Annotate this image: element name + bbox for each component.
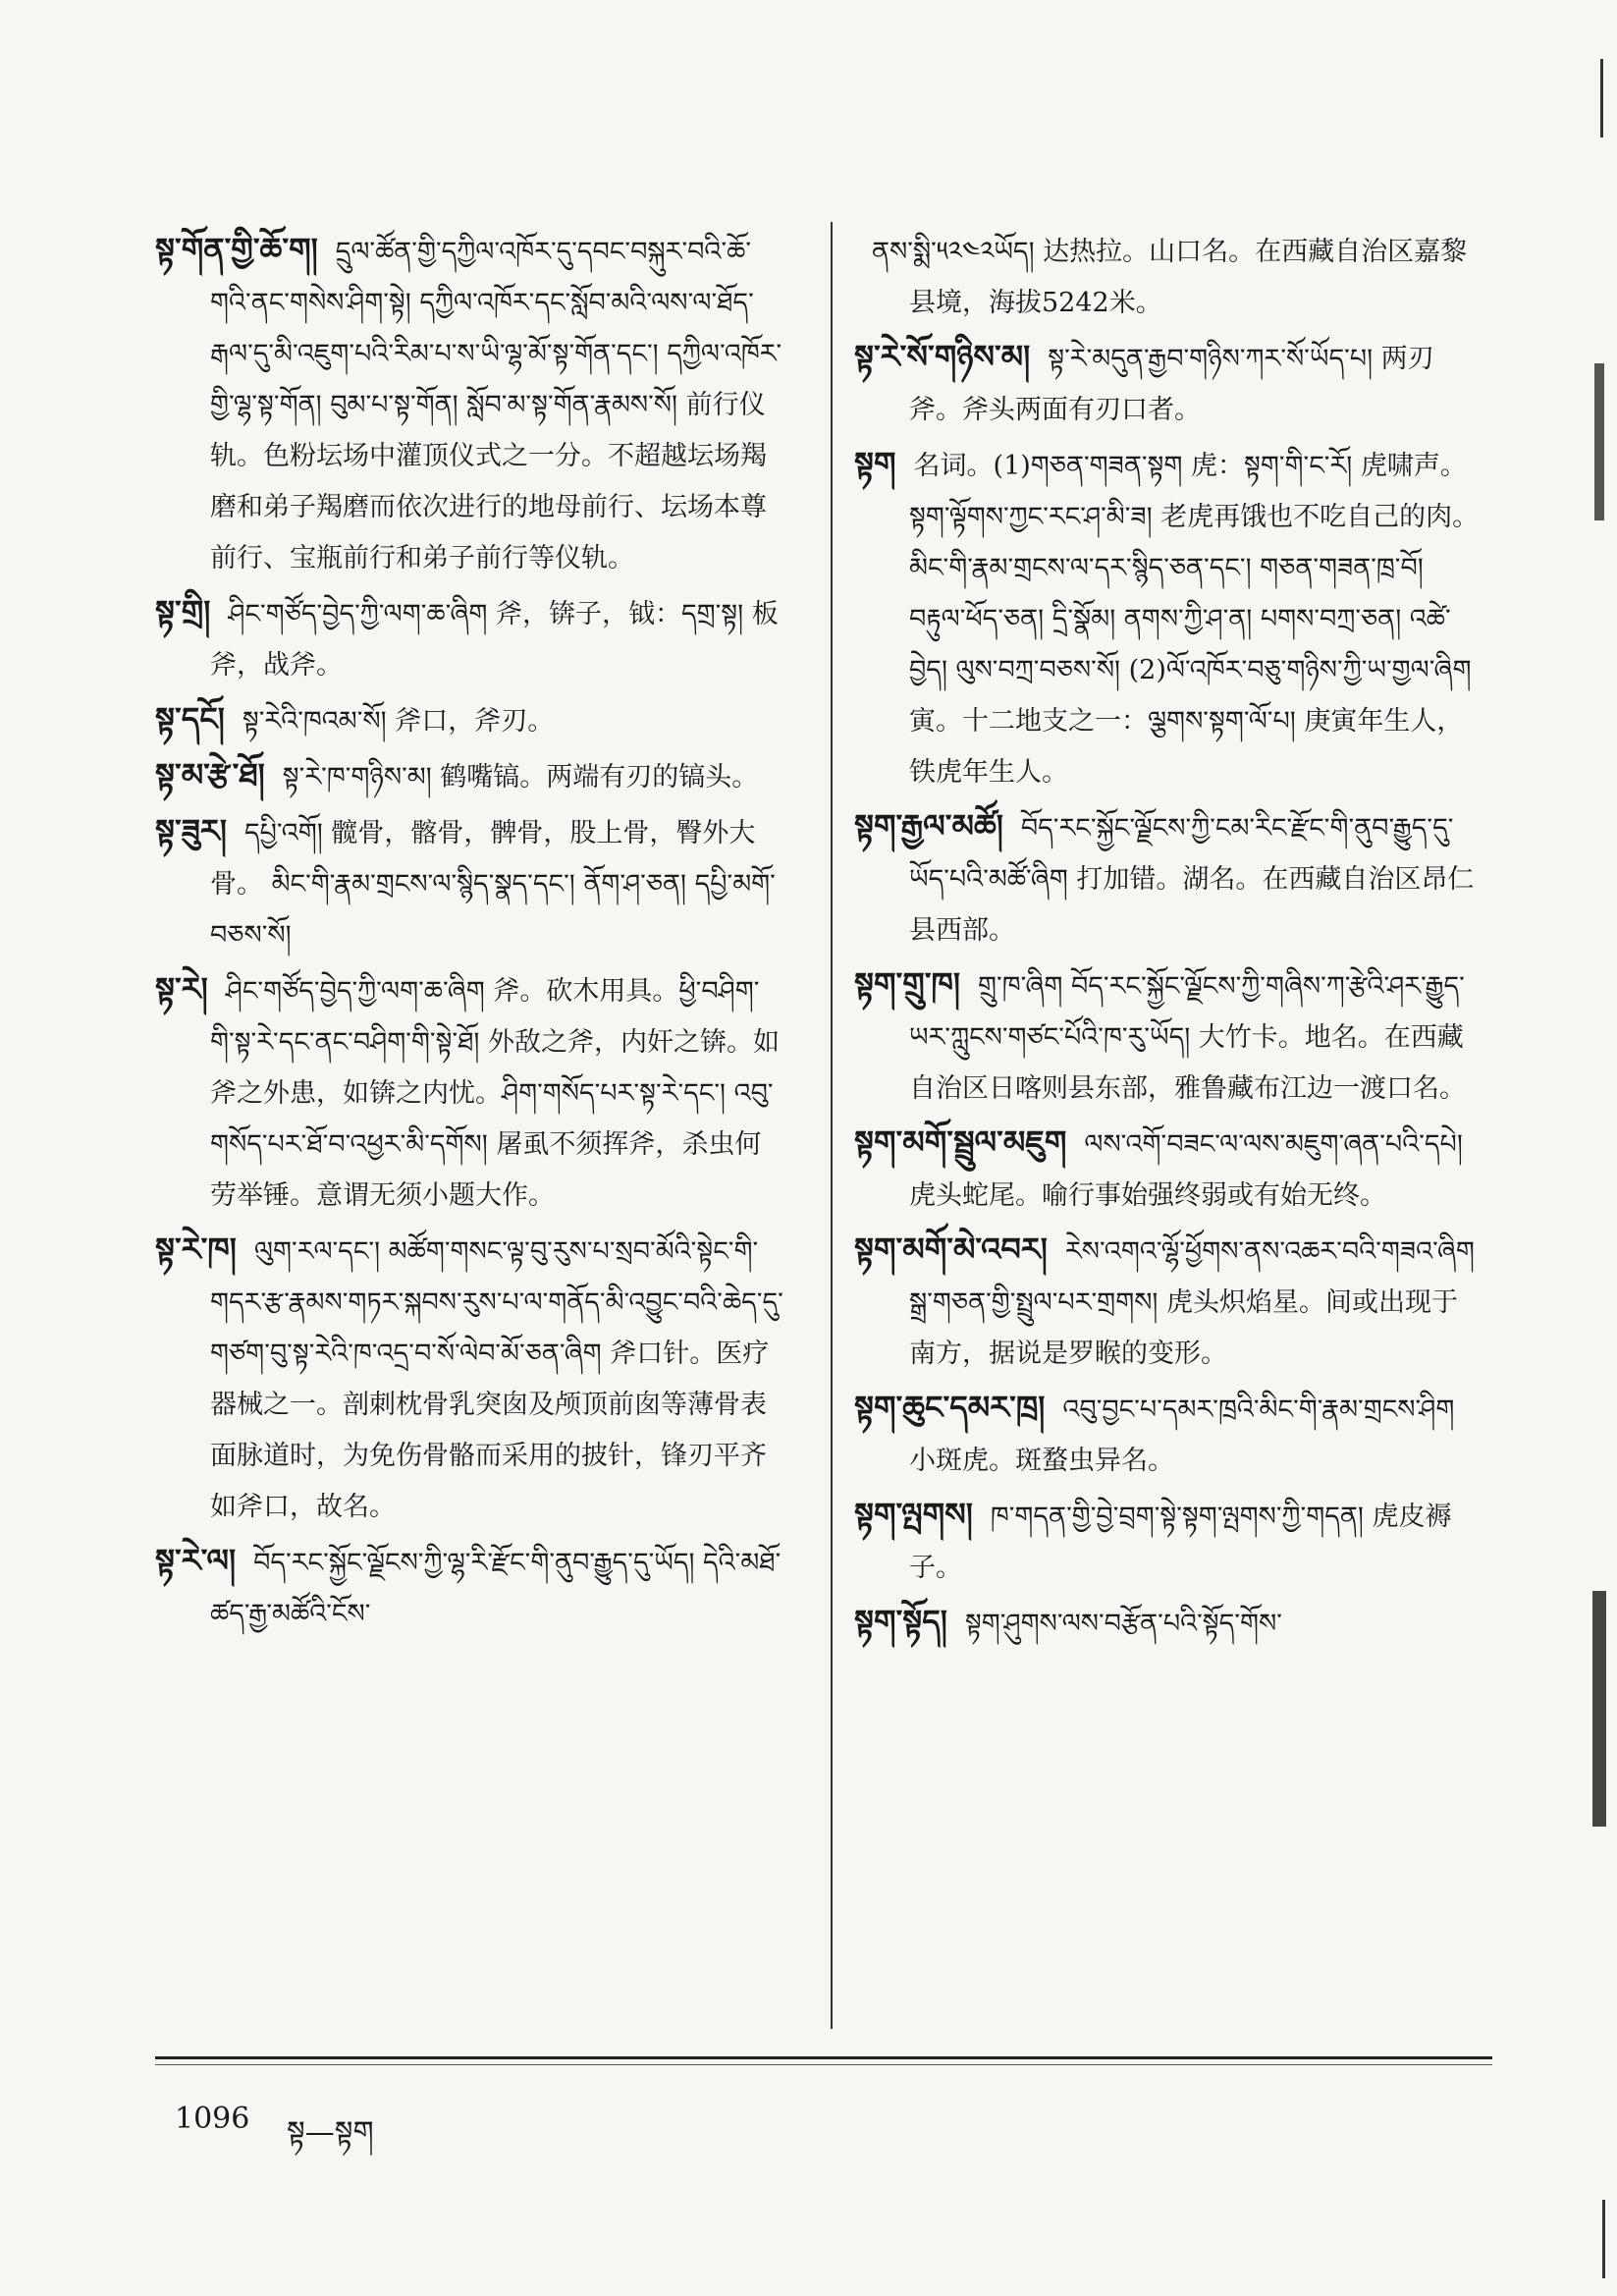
entry [854,1382,1482,1487]
headword: སྟ་དངོ། [155,700,225,738]
headword: སྟ་མ་རྩེ་ཐོ། [155,756,265,793]
entry [155,586,783,691]
headword: སྟ་རེ། [155,970,208,1008]
entry [854,1489,1482,1594]
footer-rule-thin [155,2064,1492,2065]
headword: སྟ་རེ་ཁ། [155,1230,237,1268]
definition: ལས་འགོ་བཟང་ལ་ལས་མཇུག་ཞན་པའི་དཔེ། 虎头蛇尾。喻行事始强终弱或有始无终。 [909,1129,1463,1211]
entry [155,805,783,961]
column-divider [831,222,833,2029]
definition: 名词。(1)གཅན་གཟན་སྟག 虎：སྟག་གི་ང་རོ། 虎啸声。སྟག་ལྟོགས་ཀྱང་རང་ཤ་མི་ཟ། 老虎再饿也不吃自己的肉。མིང་གི་རྣམ་གྲངས་ལ་དར་སྙིད་ཅན་དང་། གཅན་གཟན་ཁྲ་བོ། བརྟུལ་ཕོད་ཅན། དྲི་སྣོམ། ནགས་ཀྱི་ཤ་ན། པགས་བཀྲ་ཅན། འཚེ་བྱེད། ལུས་བཀྲ་བཅས་སོ། (2)ལོ་འཁོར་བཅུ་གཉིས་ཀྱི་ཡ་གྱལ་ཞིག 寅。十二地支之一：ལྕགས་སྟག་ལོ་པ། 庚寅年生人，铁虎年生人。 [909,451,1480,788]
left-column [155,224,783,1642]
entry [155,1535,783,1640]
definition: ཤིང་གཙོད་བྱེད་ཀྱི་ལག་ཆ་ཞིག 斧。砍木用具。ཕྱི་བཤིག་གི་སྟ་རེ་དང་ནང་བཤིག་གི་སྟེ་ཐོ། 外敌之斧，内奸之锛。如斧之外患，如锛之内忧。ཤིག་གསོད་པར་སྟ་རེ་དང་། འབུ་གསོད་པར་ཐོ་བ་འཕྱར་མི་དགོས། 屠虱不须挥斧，杀虫何劳举锤。意谓无须小题大作。 [210,976,781,1211]
entry [854,1117,1482,1222]
entry [854,958,1482,1115]
entry-continued [854,224,1482,329]
entry [854,438,1482,798]
entry [155,749,783,803]
definition: དྲུལ་ཚོན་གྱི་དཀྱིལ་འཁོར་དུ་དབང་བསྐུར་བའི་ཆོ་གའི་ནང་གསེས་ཤིག་སྟེ། དཀྱིལ་འཁོར་དང་སློབ་མའི་ལས་ལ་ཐོད་རྒལ་དུ་མི་འཇུག་པའི་རིམ་པ་ས་ཡི་ལྷ་མོ་སྟ་གོན་དང་། དཀྱིལ་འཁོར་གྱི་ལྷ་སྟ་གོན། བུམ་པ་སྟ་གོན། སློབ་མ་སྟ་གོན་རྣམས་སོ། 前行仪轨。色粉坛场中灌顶仪式之一分。不超越坛场羯磨和弟子羯磨而依次进行的地母前行、坛场本尊前行、宝瓶前行和弟子前行等仪轨。 [210,237,782,574]
definition: སྟ་རེའི་ཁའམ་སོ། 斧口，斧刃。 [242,706,555,737]
definition: སྟ་རེ་མདུན་རྒྱབ་གཉིས་ཀར་སོ་ཡོད་པ། 两刃斧。斧头两面有刃口者。 [909,344,1434,425]
definition: སྟག་ཤུགས་ལས་བརྩོན་པའི་སྟོད་གོས་ [964,1609,1282,1639]
definition: བོད་རང་སྐྱོང་ལྗོངས་ཀྱི་ལྷ་རི་རྫོང་གི་ནུབ་རྒྱུད་དུ་ཡོད། དེའི་མཐོ་ཚད་རྒྱ་མཚོའི་ངོས་ [210,1548,782,1629]
entry [854,1224,1482,1380]
headword: སྟ་གྲི། [155,593,211,630]
page-number: 1096 [175,2102,250,2136]
definition: ལུག་རལ་དང་། མཚོག་གསང་ལྟ་བུ་རུས་པ་སྲབ་མོའི་སྟེང་གི་གདར་རྩ་རྣམས་གཏར་སྐབས་རུས་པ་ལ་གནོད་མི་འབྱུང་བའི་ཆེད་དུ་གཙག་བུ་སྟ་རེའི་ཁ་འདྲ་བ་སོ་ལེབ་མོ་ཅན་ཞིག 斧口针。医疗器械之一。剖刺枕骨乳突囱及颅顶前囱等薄骨表面脉道时，为免伤骨骼而采用的披针，锋刃平齐如斧口，故名。 [210,1236,783,1522]
headword: སྟག་མགོ་སྦྲུལ་མཇུག [854,1123,1067,1161]
definition: ནས་སྨི་༥༢༤༢ཡོད། 达热拉。山口名。在西藏自治区嘉黎县境，海拔5242米。 [872,237,1468,318]
definition: འབུ་བྱང་པ་དམར་ཁྲའི་མིང་གི་རྣམ་གྲངས་ཤིག 小斑虎。斑蝥虫异名。 [909,1394,1455,1476]
entry [155,1224,783,1533]
entry [155,224,783,584]
entry [854,1596,1482,1650]
scan-edge-mark [1592,1591,1606,1827]
headword: སྟག་སྟོད། [854,1603,947,1640]
headword: སྟ་གོན་གྱི་ཆོ་ག། [155,231,318,268]
headword: སྟ་ཟུར། [155,812,227,849]
entry [155,693,783,747]
entry [854,800,1482,957]
running-head: སྟ—སྟག [287,2115,374,2150]
headword: སྟག་མགོ་མེ་འབར། [854,1230,1048,1268]
headword: སྟག་གྲུ་ཁ། [854,965,961,1003]
headword: སྟ་རེ་ལ། [155,1542,237,1579]
headword: སྟག་ཆུང་དམར་ཁྲ། [854,1389,1046,1426]
headword: སྟ་རེ་སོ་གཉིས་མ། [854,338,1031,375]
scan-edge-mark [1600,59,1603,137]
headword: སྟག་ལྤགས། [854,1496,973,1533]
headword: སྟག [854,445,896,482]
scan-edge-mark [1594,363,1604,520]
entry [155,963,783,1222]
definition: གྲུ་ཁ་ཞིག བོད་རང་སྐྱོང་ལྗོངས་ཀྱི་གཞིས་ཀ་རྩེའི་ཤར་རྒྱུད་ཡར་ཀླུངས་གཙང་པོའི་ཁ་རུ་ཡོད། 大竹卡。地名。在西藏自治区日喀则县东部，雅鲁藏布江边一渡口名。 [909,971,1466,1104]
definition: རེས་འགའ་ལྷོ་ཕྱོགས་ནས་འཆར་བའི་གཟའ་ཞིག སྒྲ་གཅན་གྱི་སྤྲུལ་པར་གྲགས། 虎头炽焰星。间或出现于南方，据说是罗睺的变形。 [909,1236,1475,1369]
right-column [854,224,1482,1652]
definition: དཔྱི་འགོ། 髋骨，髂骨，髀骨，股上骨，臀外大骨。 མིང་གི་རྣམ་གྲངས་ལ་སྙིད་སྣད་དང་། ནོག་ཤ་ཅན། དཔྱི་མགོ་བཅས་སོ། [210,818,776,951]
definition: ཁ་གདན་གྱི་བྱེ་བྲག་སྟེ་སྟག་ལྤགས་ཀྱི་གདན། 虎皮褥子。 [909,1502,1452,1583]
headword: སྟག་རྒྱལ་མཚོ། [854,807,1003,845]
entry [854,331,1482,436]
scan-edge-mark [1602,2200,1605,2278]
definition: བོད་རང་སྐྱོང་ལྗོངས་ཀྱི་ངམ་རིང་རྫོང་གི་ནུབ་རྒྱུད་དུ་ཡོད་པའི་མཚོ་ཞིག 打加错。湖名。在西藏自治区昂仁县西部。 [909,813,1475,946]
footer-rule [155,2056,1492,2059]
definition: ཤིང་གཙོད་བྱེད་ཀྱི་ལག་ཆ་ཞིག 斧，锛子，钺：དགྲ་སྟ། 板斧，战斧。 [210,599,779,681]
definition: སྟ་རེ་ཁ་གཉིས་མ། 鹤嘴镐。两端有刃的镐头。 [282,762,759,793]
